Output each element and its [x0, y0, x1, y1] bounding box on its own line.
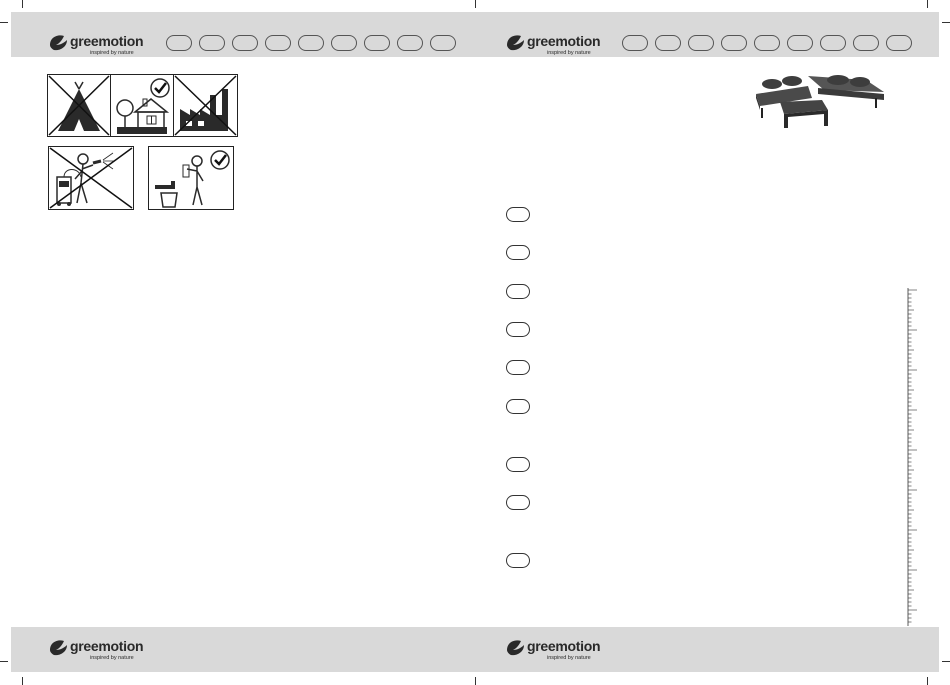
crop-mark	[0, 661, 8, 662]
brand-tagline: inspired by nature	[547, 655, 591, 661]
language-pill[interactable]	[331, 35, 357, 51]
language-bullet	[506, 495, 530, 510]
language-pill[interactable]	[265, 35, 291, 51]
language-pill[interactable]	[754, 35, 780, 51]
brand-logo-header-left	[48, 31, 158, 61]
brand-tagline: inspired by nature	[90, 655, 134, 661]
brand-wordmark: greemotion	[527, 33, 601, 49]
crop-mark	[22, 677, 23, 685]
language-pill[interactable]	[853, 35, 879, 51]
house-garden-pictogram	[110, 74, 174, 137]
language-bullet	[506, 360, 530, 375]
language-bullet	[506, 245, 530, 260]
leaf-icon	[505, 33, 527, 53]
no-industrial-pictogram	[173, 74, 238, 137]
crop-mark	[942, 661, 950, 662]
language-pill[interactable]	[397, 35, 423, 51]
language-pill[interactable]	[232, 35, 258, 51]
language-pill[interactable]	[886, 35, 912, 51]
language-pill[interactable]	[622, 35, 648, 51]
crop-mark	[0, 22, 8, 23]
language-bullet	[506, 553, 530, 568]
language-pill[interactable]	[655, 35, 681, 51]
brand-wordmark: greemotion	[70, 638, 144, 654]
language-pill[interactable]	[430, 35, 456, 51]
language-pill[interactable]	[364, 35, 390, 51]
language-bullet	[506, 207, 530, 222]
language-pills-right	[622, 35, 912, 51]
language-pill[interactable]	[298, 35, 324, 51]
leaf-icon	[505, 638, 527, 658]
no-tent-pictogram	[47, 74, 111, 137]
brand-logo-footer-left	[48, 636, 158, 666]
language-pill[interactable]	[820, 35, 846, 51]
leaf-icon	[48, 638, 70, 658]
brand-wordmark: greemotion	[527, 638, 601, 654]
crop-mark	[475, 677, 476, 685]
crop-mark	[927, 677, 928, 685]
brand-tagline: inspired by nature	[90, 50, 134, 56]
crop-mark	[942, 22, 950, 23]
language-bullet	[506, 399, 530, 414]
language-pill[interactable]	[787, 35, 813, 51]
leaf-icon	[48, 33, 70, 53]
language-bullet	[506, 457, 530, 472]
garden-sofa-set-image	[748, 70, 888, 130]
brand-wordmark: greemotion	[70, 33, 144, 49]
language-pill[interactable]	[199, 35, 225, 51]
language-pill[interactable]	[166, 35, 192, 51]
measuring-ruler	[906, 288, 926, 626]
crop-mark	[927, 0, 928, 8]
language-pills-left	[166, 35, 456, 51]
language-bullet	[506, 322, 530, 337]
brand-logo-header-right	[505, 31, 615, 61]
crop-mark	[22, 0, 23, 8]
brand-logo-footer-right	[505, 636, 615, 666]
language-pill[interactable]	[721, 35, 747, 51]
language-pill[interactable]	[688, 35, 714, 51]
crop-mark	[475, 0, 476, 8]
language-bullet	[506, 284, 530, 299]
clean-with-water-cloth-pictogram	[148, 146, 234, 210]
brand-tagline: inspired by nature	[547, 50, 591, 56]
no-pressure-washer-pictogram	[48, 146, 134, 210]
